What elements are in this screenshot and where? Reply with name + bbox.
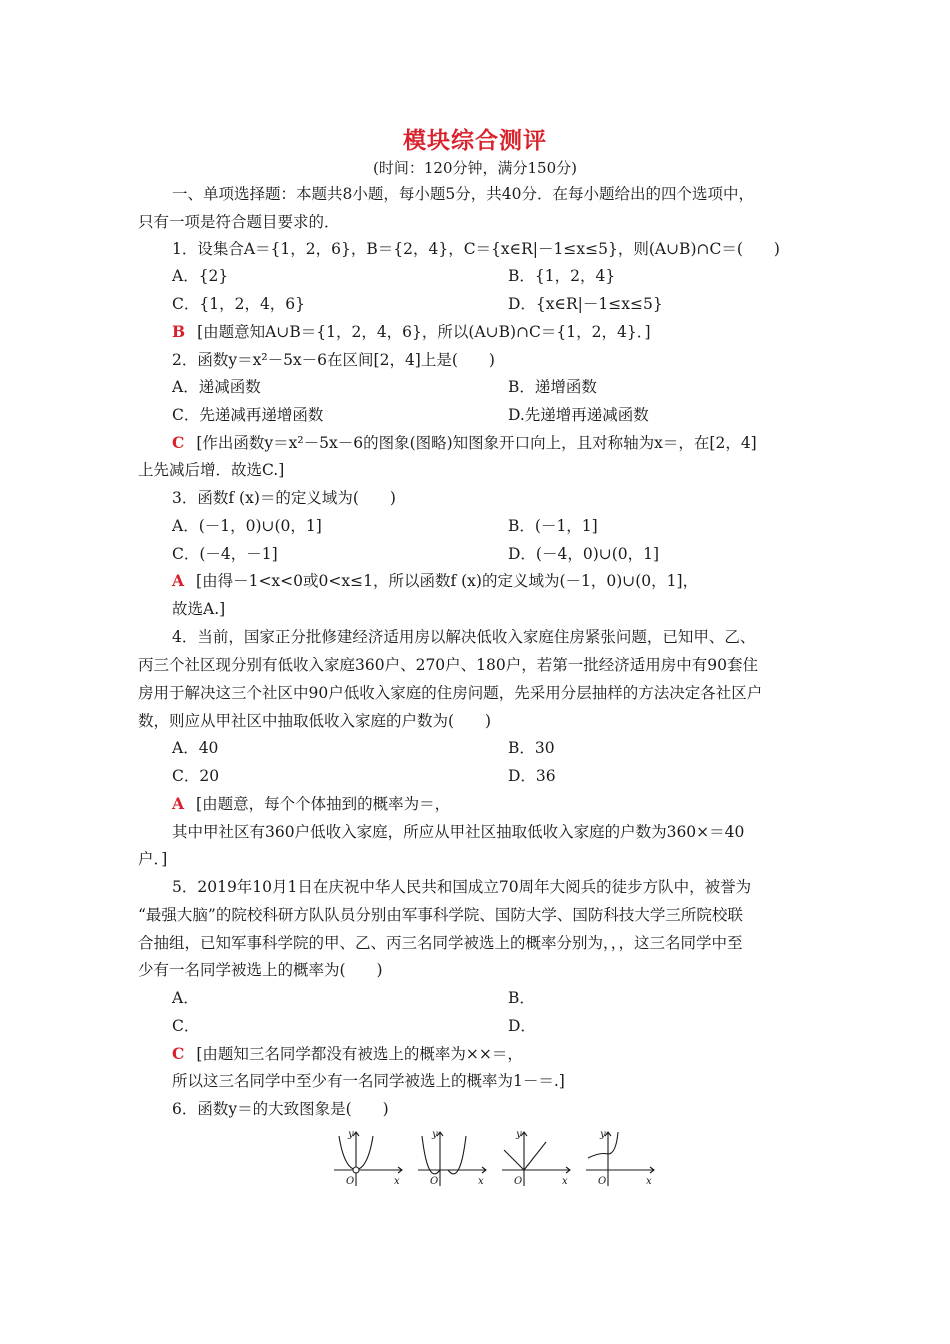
q3-stem: 3．函数f (x)＝的定义域为( ) — [172, 489, 396, 507]
q2-stem: 2．函数y＝x²－5x－6在区间[2，4]上是( ) — [172, 351, 495, 369]
page-title: 模块综合测评 — [403, 127, 547, 154]
axis-x-label: x — [646, 1176, 652, 1187]
section-heading-cont: 只有一项是符合题目要求的． — [138, 213, 340, 231]
q1-stem: 1．设集合A＝{1，2，6}，B＝{2，4}，C＝{x∈R|－1≤x≤5}，则(A∪B)∩C＝( ) — [172, 240, 780, 258]
q3-option-a: A．(－1，0)∪(0，1] — [172, 517, 322, 535]
q1-answer-line — [172, 322, 651, 342]
q6-graph-d — [582, 1128, 662, 1190]
q4-answer-line — [172, 794, 450, 814]
q1-option-d: D．{x∈R|－1≤x≤5} — [508, 295, 663, 313]
q2-answer: C — [172, 433, 185, 452]
axis-y-label: y — [348, 1129, 354, 1140]
q3-option-d: D．(－4，0)∪(0，1] — [508, 545, 660, 563]
q1-option-a: A．{2} — [172, 267, 229, 285]
q5-explanation-cont: 所以这三名同学中至少有一名同学被选上的概率为1－＝.] — [172, 1072, 565, 1090]
q2-option-d: D.先递增再递减函数 — [508, 406, 649, 424]
origin-label: O — [346, 1176, 355, 1187]
q6-graph-c — [498, 1128, 578, 1190]
q3-explanation-cont: 故选A.] — [172, 600, 226, 618]
axis-x-label: x — [478, 1176, 484, 1187]
q4-stem-line2: 丙三个社区现分别有低收入家庭360户、270户、180户，若第一批经济适用房中有90套住 — [138, 656, 758, 674]
q4-stem-line3: 房用于解决这三个社区中90户低收入家庭的住房问题，先采用分层抽样的方法决定各社区户 — [138, 684, 763, 702]
q3-option-c: C．(－4，－1] — [172, 545, 278, 563]
q6-stem: 6．函数y＝的大致图象是( ) — [172, 1100, 389, 1118]
axis-x-label: x — [562, 1176, 568, 1187]
q2-explanation: [作出函数y＝x²－5x－6的图象(图略)知图象开口向上，且对称轴为x＝，在[2，4] — [196, 434, 757, 452]
q1-option-c: C．{1，2，4，6} — [172, 295, 306, 313]
q6-graph-b — [414, 1128, 494, 1190]
q3-explanation: [由得－1<x<0或0<x≤1，所以函数f (x)的定义域为(－1，0)∪(0，1]， — [196, 572, 699, 590]
q4-stem-line4: 数，则应从甲社区中抽取低收入家庭的户数为( ) — [138, 712, 492, 730]
q3-answer-line — [172, 571, 698, 591]
q4-option-b: B．30 — [508, 739, 555, 757]
q5-option-b: B． — [508, 989, 535, 1007]
origin-label: O — [598, 1176, 607, 1187]
q4-option-c: C．20 — [172, 767, 220, 785]
q2-answer-line — [172, 433, 757, 453]
q5-explanation: [由题知三名同学都没有被选上的概率为××＝， — [196, 1045, 523, 1063]
q5-stem-line2: “最强大脑”的院校科研方队队员分别由军事科学院、国防大学、国防科技大学三所院校联 — [138, 906, 743, 924]
q3-option-b: B．(－1，1] — [508, 517, 598, 535]
q4-option-a: A．40 — [172, 739, 219, 757]
q2-option-a: A．递减函数 — [172, 378, 261, 396]
q5-option-c: C． — [172, 1017, 200, 1035]
q5-answer: C — [172, 1044, 185, 1063]
axis-x-label: x — [394, 1176, 400, 1187]
q5-answer-line — [172, 1044, 523, 1064]
q1-answer: B — [172, 322, 186, 341]
section-heading: 一、单项选择题：本题共8小题，每小题5分，共40分．在每小题给出的四个选项中， — [172, 185, 754, 203]
q4-answer: A — [172, 794, 185, 813]
q4-explanation-end: 户．] — [138, 850, 168, 868]
origin-label: O — [430, 1176, 439, 1187]
q2-option-b: B．递增函数 — [508, 378, 597, 396]
q6-graph-a — [330, 1128, 410, 1190]
origin-label: O — [514, 1176, 523, 1187]
q1-explanation: [由题意知A∪B＝{1，2，4，6}，所以(A∪B)∩C＝{1，2，4}．] — [197, 323, 651, 341]
q5-stem-line1: 5．2019年10月1日在庆祝中华人民共和国成立70周年大阅兵的徒步方队中，被誉为 — [172, 878, 752, 896]
q1-option-b: B．{1，2，4} — [508, 267, 616, 285]
q3-answer: A — [172, 571, 185, 590]
q4-explanation-cont: 其中甲社区有360户低收入家庭，所应从甲社区抽取低收入家庭的户数为360×＝40 — [172, 823, 745, 841]
q5-stem-line3: 合抽组，已知军事科学院的甲、乙、丙三名同学被选上的概率分别为，，，这三名同学中至 — [138, 934, 743, 952]
page-subtitle: (时间：120分钟，满分150分) — [373, 159, 577, 177]
axis-y-label: y — [516, 1129, 522, 1140]
q4-stem-line1: 4．当前，国家正分批修建经济适用房以解决低收入家庭住房紧张问题，已知甲、乙、 — [172, 628, 756, 646]
q5-option-a: A． — [172, 989, 199, 1007]
q4-explanation: [由题意，每个个体抽到的概率为＝， — [196, 795, 451, 813]
axis-y-label: y — [600, 1129, 606, 1140]
q2-option-c: C．先递减再递增函数 — [172, 406, 324, 424]
q4-option-d: D．36 — [508, 767, 556, 785]
q5-stem-line4: 少有一名同学被选上的概率为( ) — [138, 961, 383, 979]
q5-option-d: D． — [508, 1017, 536, 1035]
q2-explanation-cont: 上先减后增．故选C.] — [138, 461, 285, 479]
axis-y-label: y — [432, 1129, 438, 1140]
